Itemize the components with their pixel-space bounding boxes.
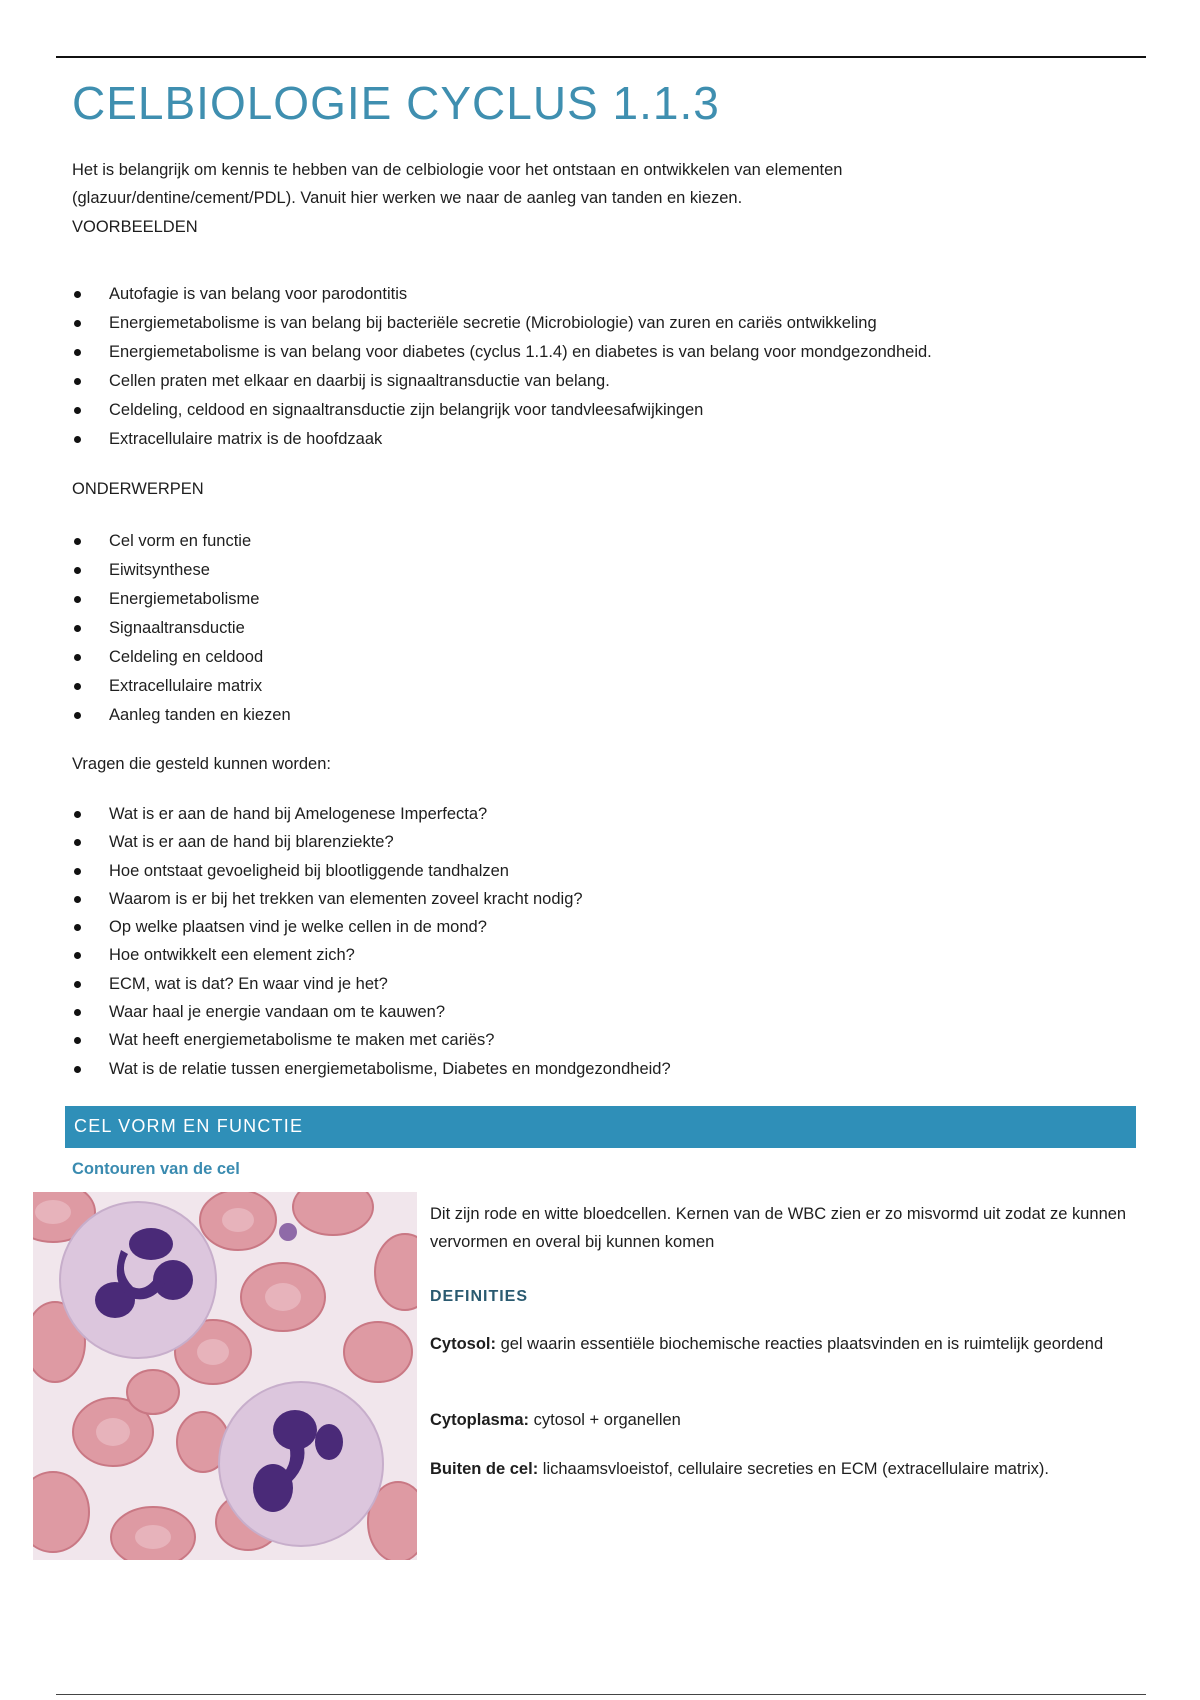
- definition-cytoplasma: Cytoplasma: cytosol + organellen: [430, 1411, 681, 1429]
- vragen-list: [72, 800, 671, 1083]
- list-item: Waarom is er bij het trekken van elementen zoveel kracht nodig?: [72, 885, 671, 913]
- bullet-icon: [74, 924, 81, 931]
- bullet-icon: [74, 567, 81, 574]
- bullet-icon: [74, 625, 81, 632]
- definition-cytosol: Cytosol: gel waarin essentiële biochemische reacties plaatsvinden en is ruimtelijk geordend: [430, 1335, 1104, 1353]
- list-item: Signaaltransductie: [72, 614, 291, 643]
- list-item: Cellen praten met elkaar en daarbij is signaaltransductie van belang.: [72, 367, 932, 396]
- section-header-bar: [65, 1106, 1136, 1148]
- intro-paragraph: Het is belangrijk om kennis te hebben van de celbiologie voor het ontstaan en ontwikkelen van elementen (glazuur/dentine/cement/PDL). Vanuit hier werken we naar de aanleg van tanden en kiezen.: [72, 161, 843, 207]
- vragen-label: Vragen die gesteld kunnen worden:: [72, 755, 331, 773]
- bullet-icon: [74, 596, 81, 603]
- blood-smear-illustration: [33, 1192, 417, 1560]
- list-item: Aanleg tanden en kiezen: [72, 701, 291, 730]
- blood-cells-image: [33, 1192, 417, 1560]
- list-item: Hoe ontstaat gevoeligheid bij blootliggende tandhalzen: [72, 857, 671, 885]
- bullet-icon: [74, 952, 81, 959]
- bullet-icon: [74, 1037, 81, 1044]
- list-item: Cel vorm en functie: [72, 527, 291, 556]
- list-item: Wat is er aan de hand bij Amelogenese Imperfecta?: [72, 800, 671, 828]
- bullet-icon: [74, 839, 81, 846]
- page-title: CELBIOLOGIE CYCLUS 1.1.3: [72, 77, 720, 129]
- list-item: Extracellulaire matrix: [72, 672, 291, 701]
- bullet-icon: [74, 811, 81, 818]
- list-item: Waar haal je energie vandaan om te kauwen?: [72, 998, 671, 1026]
- definition-buiten-de-cel: Buiten de cel: lichaamsvloeistof, cellulaire secreties en ECM (extracellulaire matrix).: [430, 1460, 1049, 1478]
- bullet-icon: [74, 291, 81, 298]
- bullet-icon: [74, 896, 81, 903]
- list-item: Wat heeft energiemetabolisme te maken met cariës?: [72, 1026, 671, 1054]
- list-item: Extracellulaire matrix is de hoofdzaak: [72, 425, 932, 454]
- bullet-icon: [74, 407, 81, 414]
- bullet-icon: [74, 320, 81, 327]
- voorbeelden-label: VOORBEELDEN: [72, 218, 198, 236]
- list-item: Wat is er aan de hand bij blarenziekte?: [72, 828, 671, 856]
- list-item: Hoe ontwikkelt een element zich?: [72, 941, 671, 969]
- bullet-icon: [74, 683, 81, 690]
- list-item: Energiemetabolisme is van belang voor diabetes (cyclus 1.1.4) en diabetes is van belang voor mondgezondheid.: [72, 338, 932, 367]
- onderwerpen-list: [72, 527, 291, 730]
- list-item: Eiwitsynthese: [72, 556, 291, 585]
- bullet-icon: [74, 349, 81, 356]
- bullet-icon: [74, 378, 81, 385]
- onderwerpen-label: ONDERWERPEN: [72, 480, 204, 498]
- bullet-icon: [74, 436, 81, 443]
- bullet-icon: [74, 1009, 81, 1016]
- top-rule: [56, 56, 1146, 58]
- section-title: CEL VORM EN FUNCTIE: [74, 1116, 304, 1136]
- list-item: Celdeling en celdood: [72, 643, 291, 672]
- list-item: Op welke plaatsen vind je welke cellen in de mond?: [72, 913, 671, 941]
- list-item: Wat is de relatie tussen energiemetabolisme, Diabetes en mondgezondheid?: [72, 1055, 671, 1083]
- bottom-rule: [56, 1694, 1146, 1695]
- bullet-icon: [74, 654, 81, 661]
- bullet-icon: [74, 712, 81, 719]
- list-item: Autofagie is van belang voor parodontitis: [72, 280, 932, 309]
- bullet-icon: [74, 538, 81, 545]
- bullet-icon: [74, 981, 81, 988]
- list-item: ECM, wat is dat? En waar vind je het?: [72, 970, 671, 998]
- subsection-heading: Contouren van de cel: [72, 1160, 240, 1178]
- list-item: Energiemetabolisme is van belang bij bacteriële secretie (Microbiologie) van zuren en cariës ontwikkeling: [72, 309, 932, 338]
- voorbeelden-list: [72, 280, 932, 454]
- bullet-icon: [74, 1066, 81, 1073]
- definitions-heading: DEFINITIES: [430, 1288, 529, 1305]
- list-item: Energiemetabolisme: [72, 585, 291, 614]
- image-caption: Dit zijn rode en witte bloedcellen. Kernen van de WBC zien er zo misvormd uit zodat ze kunnen vervormen en overal bij kunnen komen: [430, 1205, 1127, 1251]
- list-item: Celdeling, celdood en signaaltransductie zijn belangrijk voor tandvleesafwijkingen: [72, 396, 932, 425]
- bullet-icon: [74, 868, 81, 875]
